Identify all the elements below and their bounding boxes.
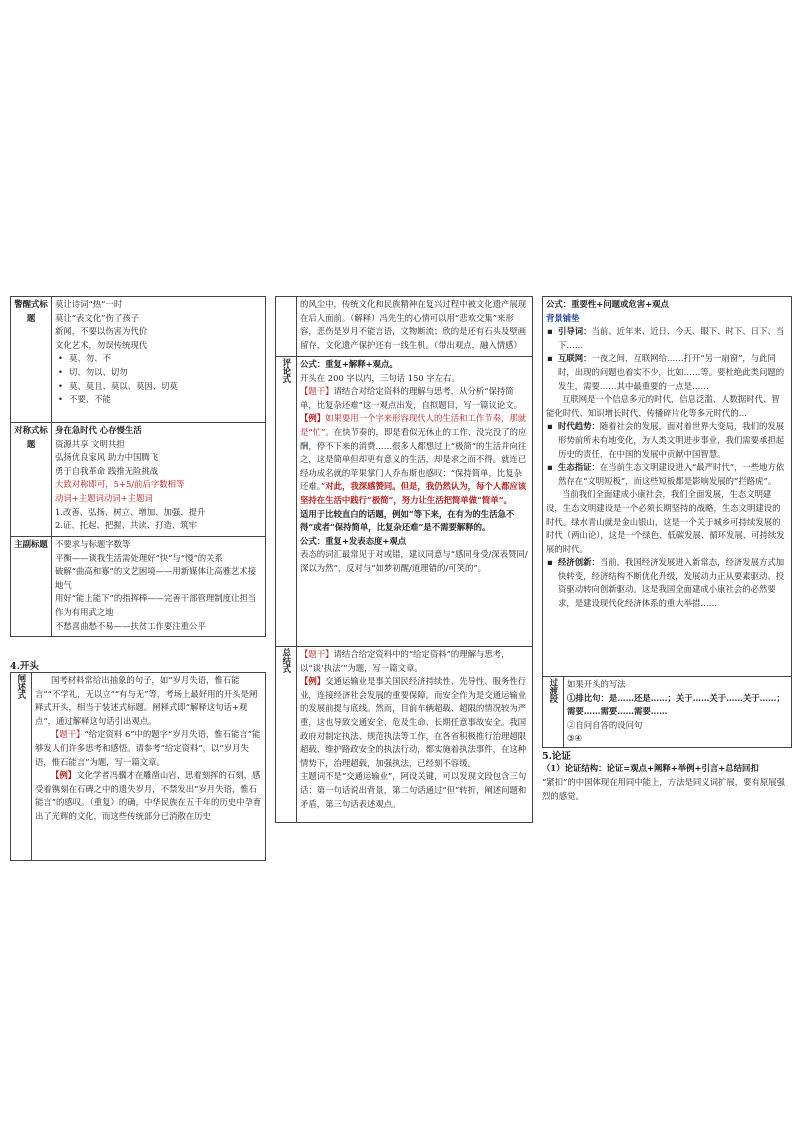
example-text: 在快节奏的，即是看似无休止的工作、没完没了的应酬，停不下来的消费……很多人都想过上“极简”的生活并向往之，这是简单但却更有意义的生活，却是求之而不得。就连已经功成名就的苹果掌门人乔布斯也感叹：“保持简单，比复杂还难。” <box>300 426 527 492</box>
opening-content <box>32 673 266 861</box>
intro-paragraph: 国考材料常给出抽象的句子，如“岁月失语，惟石能言”“不学礼，无以立”“有与无”等，考场上最好用的开头是闸释式开头，相当于装述式标题。闸释式即“解释这句话+观点”，通过解释这句话引出观点。 <box>35 675 258 726</box>
item-head: 时代趋势： <box>558 421 600 432</box>
transition-line: ③④ <box>567 733 583 744</box>
text-line: 弘扬优良家风 助力中国腾飞 <box>55 452 159 463</box>
item-text: 当前、近年来、近日、今天、眼下、时下、日下、当下…… <box>558 326 785 350</box>
argument-structure: （1）论证结构：论证=观点+阐释+举例+引言+总结回扣 <box>542 763 759 773</box>
text-line: 用好“能上能下”的指挥棒——完善干部管理制度让担当作为有用武之地 <box>55 593 257 617</box>
item-text: 一夜之间，互联网给……打开“另一扇窗”，与此同时，出现的问题也着实不少，比如……等。要杜绝此类问题的发生，需要……其中最重要的一点是…… <box>558 353 785 391</box>
tag-label: 【题干】 <box>51 729 85 740</box>
text-line: 勇于自我革命 践推无险挑战 <box>55 465 159 476</box>
row-label-text: 总结式 <box>281 648 292 674</box>
text-line: 2.证、托起、把握、共读、打造、筑牢 <box>55 520 197 531</box>
item-head: 生态指证： <box>558 462 600 473</box>
example-text: 对此，我深感赞同。但是，我仍然认为，每个人都应该坚持在生活中践行“极简”，努力让生活把简单做“简单”。 <box>300 481 527 505</box>
analysis-note: 主题词不是“交通运输业”，阿设关键，可以发现文段包含三句话：第一句话说出背景，第二句话通过“但”转折，阐述问题和矛盾，第三句话表述观点。 <box>300 771 527 809</box>
bullet-item: • 不要、不能 <box>55 393 262 407</box>
item-head: 经济创新： <box>558 557 600 568</box>
continued-text <box>297 297 533 357</box>
tag-label: 【例】 <box>300 413 326 424</box>
tag-label: 【例】 <box>51 770 77 781</box>
transition-title: 如果开头的写法 <box>567 679 626 689</box>
row-label-explain <box>11 673 32 861</box>
text-line: 不愁喜曲愁不易——扶贫工作要注重公平 <box>55 620 206 631</box>
usage-note: 适用于比较直白的话题，例如“等下来，在有为的生活急不得”或者“保持简单，比复杂还难”是不需要解释的。 <box>300 508 515 533</box>
attitude-note: 表态的词汇最常见于对或错，建议同意与“感同身受/深表赞同/深以为然”，反对与“如梦初醒/道理错的/可笑的”。 <box>300 549 528 573</box>
opening-table <box>10 672 266 861</box>
formula: 公式：重复+发表态度+观点 <box>300 535 407 546</box>
formula: 公式：重复+解释+观点。 <box>300 359 398 369</box>
subsection-title: 背景铺垫 <box>546 312 580 323</box>
row-label-text: 过渡段 <box>548 678 559 704</box>
background-content <box>543 297 792 677</box>
opening-types-table <box>275 296 533 823</box>
row-label-text: 闸述式 <box>16 674 27 700</box>
tag-label: 【例】 <box>300 676 326 687</box>
middle-column <box>275 296 533 823</box>
text-line: 平衡——谈我生活需处理好“快”与“慢”的关系 <box>55 552 223 563</box>
row-label-warning: 警醒式标题 <box>11 297 52 423</box>
question-text: 请结合给定资料中的“给定资料”的理解与思考，以“谈‘执法’”为题，写一篇文章。 <box>300 649 510 673</box>
main-sub-title-content <box>52 537 266 637</box>
example-text: “给定资料 6”中的题字“岁月失语，惟石能言”能够发人们许多思考和感悟。请参考“给定资料”，以“岁月失语，惟石能言”为题，写一篇文章。 <box>35 729 261 767</box>
text-line: 文化艺术，勿误传统现代 <box>55 339 148 350</box>
tag-label: 【题干】 <box>300 386 334 397</box>
section-title-argument: 5.论证 <box>542 751 571 762</box>
item-head: 引导词： <box>558 326 592 337</box>
example-text: 如果要用一个字来形容现代人的生活和工作节奏，那就是“忙”。 <box>300 413 527 437</box>
text-line: 身在急时代 心存慢生活 <box>55 425 142 435</box>
tag-label: 【题干】 <box>300 649 334 659</box>
paragraph: 的风尘中，传统文化和民族精神在复兴过程中被文化遗产展现在后人面前。（解释）冯先生的心情可以用“悲欢交集”来形容，悲伤是岁月不能言语，文物断流；欣的是还有石头及壁画留存，文化遗产保护还有一线生机。（带出观点，融入情感） <box>300 299 527 350</box>
transition-content <box>564 677 792 748</box>
text-line: 莫让诗词“热”一时 <box>55 299 123 309</box>
section-title-opening: 4.开头 <box>10 661 39 672</box>
bullet-item: • 莫、莫且、莫以、莫因、切莫 <box>55 380 262 394</box>
symmetric-title-content <box>52 423 266 537</box>
item-text: 当前，我国经济发展进入新常态，经济发展方式加快转变，经济结构不断优化升级，发展动力正从要素驱动、投资驱动转向创新驱动。这是我国全面建成小康社会的必然要求，是建设现代化经济体系的重大举措…… <box>558 557 785 609</box>
text-line: 1.改善、弘扬、树立、增加、加强、提升 <box>55 506 206 517</box>
argument-body: “紧扣”的中国体现在用同中能上，方法是同义词扩展，要有原展强烈的感觉。 <box>542 777 786 801</box>
question-text: 请结合对给定资料的理解与思考，从分析“保持简单，比复杂还难”这一观点出发，自拟题目，写一篇议论文。 <box>300 386 523 410</box>
empty-label-cell <box>276 297 297 357</box>
item-head: 互联网： <box>558 353 592 364</box>
row-label-comment <box>276 357 297 647</box>
summary-content <box>297 647 533 823</box>
left-column <box>10 296 266 821</box>
formula: 公式：重要性+问题或危害+观点 <box>546 299 669 309</box>
paragraph: 互联网是一个信息多元的时代，信息泛滥、人数据时代、智能化时代、知识增长时代、传播碎片化等多元时代的… <box>546 394 780 418</box>
text-line: 不要求与标题字数等 <box>55 539 131 549</box>
item-text: 随着社会的发展，面对着世界大变局，我们的发展形势前所未有地变化，为人类文明进步事业，我们需要承担起历史的责任，在中国的发展中贡献中国智慧。 <box>558 421 785 459</box>
text-line: 莫让“表文化”伤了孩子 <box>55 312 139 323</box>
example-text: 文化学者冯骥才在雕凿山岩、思着刻挥的石刻，感受着镌刻在石碑之中的遗失岁月，不禁发出“岁月失语，惟石能言”的感叹。（重复）的确，中华民族在五千年的历史中孕育出了光辉的文化，而这些传统部分已消散在历史 <box>35 770 262 821</box>
transition-line: ②自问自答的设问句 <box>567 719 643 730</box>
background-table <box>542 296 792 748</box>
bullet-item: • 莫、勿、不 <box>55 352 262 366</box>
item-text: 在当前生态文明建设进入“最严时代”，一些地方依然存在“文明短板”，而这些短板都是影响发展的“拦路虎”。 <box>558 462 785 486</box>
row-label-symmetric: 对称式标题 <box>11 423 52 537</box>
length-note: 开头在 200 字以内，三句话 150 字左右。 <box>300 372 460 383</box>
row-label-transition <box>543 677 564 748</box>
bullet-item: • 切、勿以、切勿 <box>55 366 262 380</box>
example-text: 交通运输业是事关国民经济持续性、先导性、服务性行业，连接经济社会发展的重要保障。而安全作为是交通运输业的发展前提与底线。然而，目前车辆超载、超限的情况较为严重，这也导致交通安全、危及生命、长期任意事故安全。我国政府对制定执法、规范执法等工作，在各省积极推行治理超限超载、维护路政安全的执法行动，都实施着执法事件，在这种情势下，治理超载，加强执法，已经刻不容缓。 <box>300 676 527 768</box>
transition-line: ①排比句：是……还是……；关于……关于……关于……；需要……需要……需要…… <box>567 692 785 717</box>
comment-content <box>297 357 533 647</box>
title-types-table <box>10 296 266 637</box>
paragraph: 当前我们全面建成小康社会，我们全面发展，生态文明建设，生态文明建设是一个必须长期坚持的战略，生态文明建设的时代。绿水青山就是金山银山，这是一个关于城乡可持续发展的时代（两山论），这是一个绿色、低碳发展、循环发展、可持续发展的时代。 <box>546 489 785 554</box>
text-line: 破解“曲高和寡”的文艺困境——用新媒体让高雅艺术接地气 <box>55 566 257 590</box>
row-label-text: 评论式 <box>281 358 292 384</box>
text-line: 资源共享 文明共担 <box>55 438 125 449</box>
right-column <box>542 296 792 801</box>
text-line: 动词+主题词动词+主题词 <box>55 492 153 503</box>
text-line: 新闻，不要以伤害为代价 <box>55 326 148 337</box>
row-label-main-sub: 主副标题 <box>11 537 52 637</box>
row-label-summary <box>276 647 297 823</box>
text-line: 大致对称即可，5+5/前后字数相等 <box>55 479 185 490</box>
warning-title-content <box>52 297 266 423</box>
